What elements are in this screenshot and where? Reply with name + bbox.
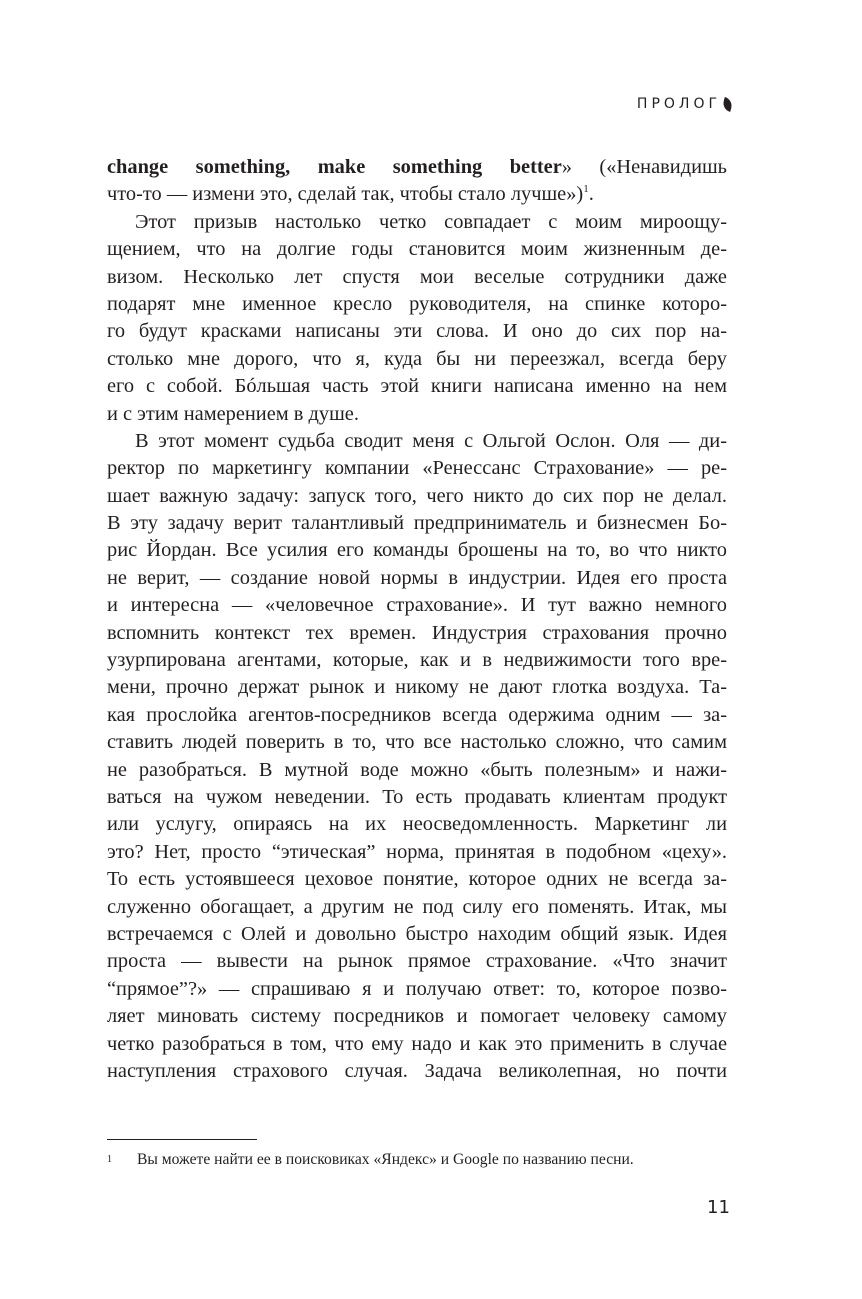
paragraph3-line: рис Йордан. Все усилия его команды брошены на то, во что никто	[107, 539, 727, 562]
paragraph3-line: кая прослойка агентов-посредников всегда одержима одним — за-	[107, 703, 727, 726]
paragraph3-line: узурпирована агентами, которые, как и в недвижимости того вре-	[107, 649, 727, 672]
paragraph2-line: го будут красками написаны эти слова. И оно до сих пор на-	[107, 320, 727, 343]
paragraph3-line: встречаемся с Олей и довольно быстро находим общий язык. Идея	[107, 922, 727, 945]
footnote-divider	[107, 1139, 257, 1140]
paragraph3-line: наступления страхового случая. Задача великолепная, но почти	[107, 1059, 727, 1082]
paragraph3-line: и интересна — «человечное страхование». И тут важно немного	[107, 594, 727, 617]
paragraph2-line: визом. Несколько лет спустя мои веселые сотрудники даже	[107, 265, 727, 288]
page-number: 11	[707, 1197, 730, 1218]
footnote-mark: 1	[107, 1154, 112, 1165]
paragraph2-line: столько мне дорого, что я, куда бы ни переезжал, всегда беру	[107, 347, 727, 370]
paragraph2-line: щением, что на долгие годы становится моим жизненным де-	[107, 238, 727, 261]
bold-phrase: change something, make something better	[107, 156, 562, 178]
paragraph2-line: подарят мне именное кресло руководителя, на спинке которо-	[107, 292, 727, 315]
footnote	[107, 1150, 727, 1170]
paragraph3-line: ставить людей поверить в то, что все настолько сложно, что самим	[107, 731, 727, 754]
paragraph2	[107, 209, 727, 428]
paragraph3-line: В этот момент судьба сводит меня с Ольгой Ослон. Оля — ди-	[135, 429, 727, 452]
paragraph3-line: четко разобраться в том, что ему надо и как это применить в случае	[107, 1032, 727, 1055]
paragraph2-line: Этот призыв настолько четко совпадает с моим мироощу-	[135, 210, 727, 233]
paragraph3-line: мени, прочно держат рынок и никому не дают глотка воздуха. Та-	[107, 676, 727, 699]
paragraph3-line: ректор по маркетингу компании «Ренессанс Страхование» — ре-	[107, 457, 727, 480]
paragraph3-line: служенно обогащает, а другим не под силу его поменять. Итак, мы	[107, 895, 727, 918]
paragraph3-line: “прямое”?» — спрашиваю я и получаю ответ: то, которое позво-	[107, 977, 727, 1000]
paragraph3-line: ляет миновать систему посредников и помогает человеку самому	[107, 1005, 727, 1028]
paragraph2-line: его с собой. Бóльшая часть этой книги написана именно на нем	[107, 375, 727, 398]
footnote-text: Вы можете найти ее в поисковиках «Яндекс» и Google по названию песни.	[137, 1151, 634, 1168]
paragraph3-line: То есть устоявшееся цеховое понятие, которое одних не всегда за-	[107, 868, 727, 891]
paragraph1-line2: что-то — измени это, сделай так, чтобы стало лучше»)$^1$.	[107, 183, 594, 206]
main-text	[107, 154, 727, 1085]
paragraph3-line: или услугу, опираясь на их неосведомленность. Маркетинг ли	[107, 813, 727, 836]
paragraph3-line: не верит, — создание новой нормы в индустрии. Идея его проста	[107, 566, 727, 589]
paragraph3-line: В эту задачу верит талантливый предприниматель и бизнесмен Бо-	[107, 512, 727, 535]
footnote-reference: 1	[583, 183, 589, 196]
paragraph1-line1: change something, make something better» («Ненавидишь	[107, 156, 727, 178]
paragraph3-line: ваться на чужом неведении. То есть продавать клиентам продукт	[107, 785, 727, 808]
paragraph3-line: не разобраться. В мутной воде можно «быть полезным» и нажи-	[107, 758, 727, 781]
leaf-ornament-icon	[721, 97, 733, 112]
paragraph3-line: вспомнить контекст тех времен. Индустрия страхования прочно	[107, 621, 727, 644]
paragraph2-line: и с этим намерением в душе.	[107, 402, 359, 425]
paragraph3-line: шает важную задачу: запуск того, чего никто до сих пор не делал.	[107, 484, 727, 507]
running-title: ПРОЛОГ	[636, 96, 721, 112]
paragraph3-line: проста — вывести на рынок прямое страхование. «Что значит	[107, 950, 727, 973]
paragraph3-line: это? Нет, просто “этическая” норма, принятая в подобном «цеху».	[107, 840, 727, 863]
paragraph3	[107, 428, 727, 1085]
running-header	[637, 96, 732, 112]
